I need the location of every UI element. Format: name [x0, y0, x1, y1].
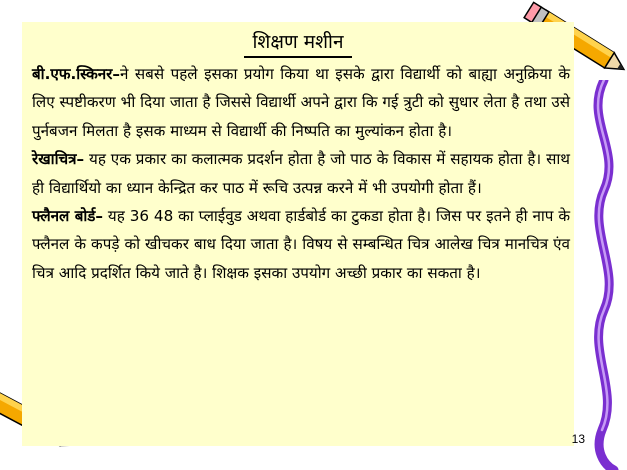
paragraph-flannel-board: [32, 202, 570, 287]
slide-body: [32, 60, 570, 287]
term-skinner: बी.एफ.स्किनर–: [32, 65, 120, 83]
content-panel: [22, 22, 574, 446]
term-rekhachitra: रेखाचित्र–: [32, 150, 85, 169]
term-flannel-board: फ्लैनल बोर्ड–: [32, 207, 104, 226]
page-number: 13: [571, 432, 585, 446]
ribbon-swirl-icon: [571, 80, 627, 470]
text-flannel-board: यह 36 48 का प्लाईवुड अथवा हार्डबोर्ड का टुकडा होता है। जिस पर इतने ही नाप के फ्लैनल के कपड़े को खीचकर बाध दिया जाता है। विषय से सम्बन्धित चित्र आलेख चित्र मानचित्र एंव चित्र आदि प्रदर्शित किये जाते है। शिक्षक इसका उपयोग अच्छी प्रकार का सकता है।: [32, 207, 570, 282]
text-rekhachitra: यह एक प्रकार का कलात्मक प्रदर्शन होता है जो पाठ के विकास में सहायक होता है। साथ ही विद्यार्थियो का ध्यान केन्द्रित कर पाठ में रूचि उत्पन्न करने में भी उपयोगी होता हैं।: [32, 150, 570, 197]
text-skinner: ने सबसे पहले इसका प्रयोग किया था इसके द्वारा विद्यार्थी को बाह्या अनुक्रिया के लिए स्पष्टीकरण भी दिया जाता है जिससे विद्यार्थी अपने द्वारा कि गई त्रुटी को सुधार लेता है तथा उसे पुर्नबजन मिलता है इसक माध्यम से विद्यार्थी की निष्पति का मुल्यांकन होता है।: [32, 65, 570, 140]
slide-title: शिक्षण मशीन: [252, 31, 344, 53]
paragraph-rekhachitra: [32, 145, 570, 202]
paragraph-skinner: [32, 60, 570, 145]
title-underline: [244, 56, 352, 58]
